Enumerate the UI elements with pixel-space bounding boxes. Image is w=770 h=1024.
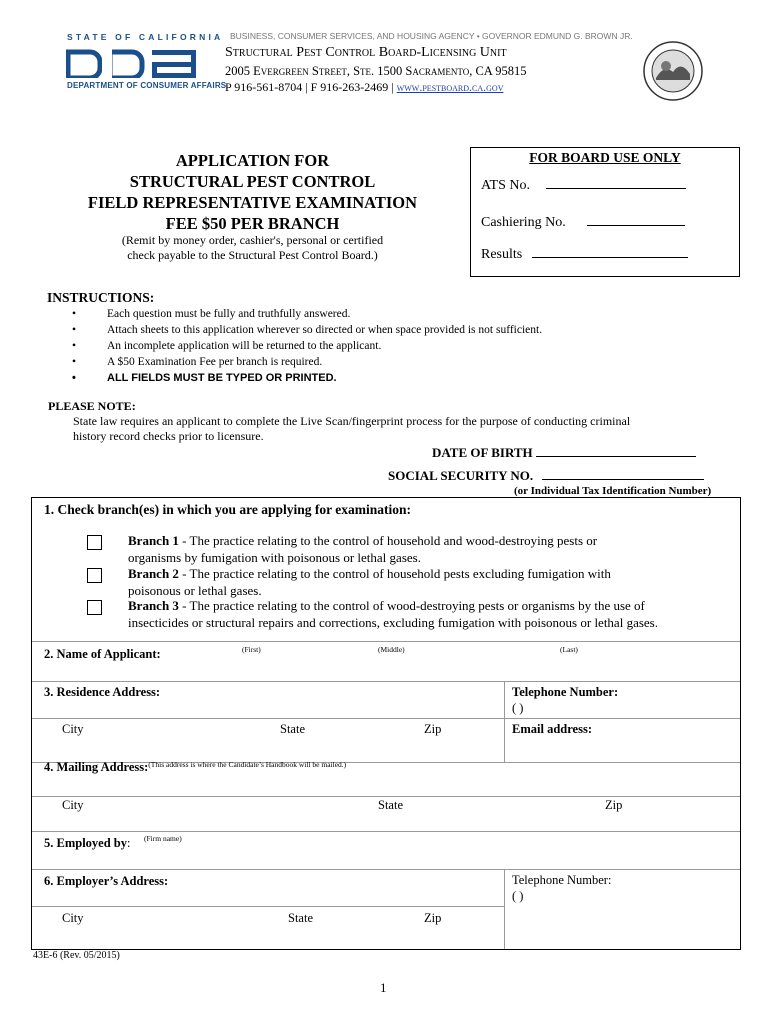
branch-3-checkbox[interactable] xyxy=(87,600,102,615)
website-link[interactable]: www.pestboard.ca.gov xyxy=(396,80,504,94)
employed-by-label: 5. Employed by xyxy=(44,836,128,850)
board-use-heading: FOR BOARD USE ONLY xyxy=(529,150,681,165)
question-6-label: 6. Employer’s Address: xyxy=(44,874,169,888)
board-use-box xyxy=(470,147,740,277)
state-of-california-text: STATE OF CALIFORNIA xyxy=(67,32,224,42)
results-field xyxy=(481,247,688,263)
board-contact xyxy=(225,80,503,95)
note-line-1: State law requires an applicant to complete the Live Scan/fingerprint process for the purpose of conducting criminal xyxy=(73,414,631,428)
california-seal-icon xyxy=(642,40,704,102)
branch-1-checkbox[interactable] xyxy=(87,535,102,550)
employer-state-label: State xyxy=(288,911,313,925)
itin-note: (or Individual Tax Identification Number) xyxy=(514,485,712,497)
instruction-item: • Each question must be fully and truthfully answered. xyxy=(72,306,542,322)
dca-logo xyxy=(66,44,206,78)
middle-name-hint: (Middle) xyxy=(378,645,405,654)
branch-3-name: Branch 3 xyxy=(128,598,179,613)
instruction-item: • Attach sheets to this application wherever so directed or when space provided is not sufficient. xyxy=(72,322,542,338)
please-note-text xyxy=(73,414,693,444)
instruction-item: • ALL FIELDS MUST BE TYPED OR PRINTED. xyxy=(72,370,542,386)
branch-2-description xyxy=(128,566,728,599)
first-name-hint: (First) xyxy=(242,645,261,654)
divider xyxy=(32,906,504,907)
results-label: Results xyxy=(481,247,523,262)
divider xyxy=(32,641,740,642)
branch-3-text: - The practice relating to the control of wood-destroying pests or organisms by the use of xyxy=(178,598,645,613)
fee-note xyxy=(40,233,465,263)
fee-note-line-2: check payable to the Structural Pest Control Board.) xyxy=(127,248,378,262)
question-4-label xyxy=(44,760,346,775)
mailing-city-label: City xyxy=(62,798,84,812)
mailing-address-label: 4. Mailing Address: xyxy=(44,760,149,774)
dob-blank[interactable] xyxy=(536,456,696,457)
ssn-blank[interactable] xyxy=(542,479,704,480)
question-1-label: 1. Check branch(es) in which you are applying for examination: xyxy=(44,502,412,517)
cashiering-label: Cashiering No. xyxy=(481,215,566,230)
email-label: Email address: xyxy=(512,722,592,736)
branch-2-checkbox[interactable] xyxy=(87,568,102,583)
divider xyxy=(32,796,740,797)
branch-3-text-2: insecticides or structural repairs and corrections, excluding fumigation with poisonous or lethal gases. xyxy=(128,614,658,630)
residence-telephone-paren: ( ) xyxy=(512,701,524,715)
question-2-label: 2. Name of Applicant: xyxy=(44,647,161,661)
divider xyxy=(504,681,505,762)
firm-name-hint: (Firm name) xyxy=(144,834,182,843)
instructions-list xyxy=(72,306,542,386)
ats-label: ATS No. xyxy=(481,178,531,193)
branch-1-text: - The practice relating to the control of household and wood-destroying pests or xyxy=(178,533,598,548)
branch-1-name: Branch 1 xyxy=(128,533,179,548)
divider xyxy=(32,718,740,719)
page-number: 1 xyxy=(380,980,387,995)
branch-1-text-2: organisms by fumigation with poisonous or lethal gases. xyxy=(128,549,421,565)
branch-2-name: Branch 2 xyxy=(128,566,179,581)
branch-1-description xyxy=(128,533,728,566)
residence-state-label: State xyxy=(280,722,305,736)
note-line-2: history record checks prior to licensure. xyxy=(73,429,264,443)
title-line-2: STRUCTURAL PEST CONTROL xyxy=(129,172,376,191)
agency-line: BUSINESS, CONSUMER SERVICES, AND HOUSING AGENCY • GOVERNOR EDMUND G. BROWN JR. xyxy=(230,31,633,41)
branch-2-text-2: poisonous or lethal gases. xyxy=(128,582,262,598)
residence-telephone-label: Telephone Number: xyxy=(512,685,619,699)
branch-2-text: - The practice relating to the control of household pests excluding fumigation with xyxy=(178,566,611,581)
divider xyxy=(32,869,740,870)
please-note-heading: PLEASE NOTE: xyxy=(48,399,136,413)
board-address: 2005 Evergreen Street, Ste. 1500 Sacramento, CA 95815 xyxy=(225,64,527,78)
instructions-heading: INSTRUCTIONS: xyxy=(47,290,155,305)
title-line-1: APPLICATION FOR xyxy=(175,151,330,170)
ats-field xyxy=(481,178,686,194)
fee-note-line-1: (Remit by money order, cashier's, personal or certified xyxy=(121,233,384,247)
form-id: 43E-6 (Rev. 05/2015) xyxy=(33,950,120,961)
board-name: Structural Pest Control Board-Licensing Unit xyxy=(225,45,507,60)
question-3-label: 3. Residence Address: xyxy=(44,685,161,699)
application-form-table xyxy=(31,497,741,950)
employer-zip-label: Zip xyxy=(424,911,442,925)
employer-city-label: City xyxy=(62,911,84,925)
dob-label: DATE OF BIRTH xyxy=(432,445,533,460)
residence-city-label: City xyxy=(62,722,84,736)
cashiering-blank[interactable] xyxy=(587,225,685,226)
divider xyxy=(32,681,740,682)
mailing-address-note: (This address is where the Candidate’s Handbook will be mailed.) xyxy=(148,760,347,769)
instruction-item: • An incomplete application will be returned to the applicant. xyxy=(72,338,542,354)
employed-by-colon: : xyxy=(127,836,131,850)
ssn-label: SOCIAL SECURITY NO. xyxy=(388,468,534,483)
divider xyxy=(504,869,505,949)
title-line-3: FIELD REPRESENTATIVE EXAMINATION xyxy=(87,193,418,212)
applicant-name-input[interactable] xyxy=(172,658,732,678)
instruction-item: • A $50 Examination Fee per branch is required. xyxy=(72,354,542,370)
ats-blank[interactable] xyxy=(546,188,686,189)
cashiering-field xyxy=(481,215,685,231)
ssn-field xyxy=(388,468,704,484)
divider xyxy=(32,831,740,832)
department-name: DEPARTMENT OF CONSUMER AFFAIRS xyxy=(67,81,227,90)
last-name-hint: (Last) xyxy=(560,645,578,654)
mailing-state-label: State xyxy=(378,798,403,812)
branch-3-description xyxy=(128,598,728,631)
date-of-birth-field xyxy=(432,445,696,461)
residence-zip-label: Zip xyxy=(424,722,442,736)
title-line-4: FEE $50 PER BRANCH xyxy=(165,214,340,233)
phone-fax: P 916-561-8704 | F 916-263-2469 | xyxy=(225,80,397,94)
results-blank[interactable] xyxy=(532,257,688,258)
form-title xyxy=(40,150,465,234)
question-5-label xyxy=(44,836,131,851)
employer-name-input[interactable] xyxy=(212,836,732,856)
mailing-zip-label: Zip xyxy=(605,798,623,812)
employer-telephone-label: Telephone Number: xyxy=(512,873,612,887)
employer-telephone-paren: ( ) xyxy=(512,889,524,903)
